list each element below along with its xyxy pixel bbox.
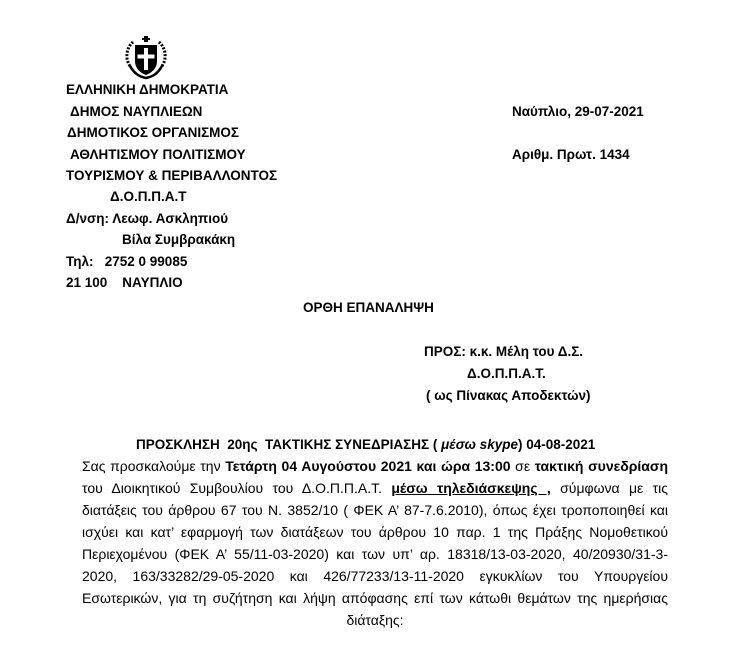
recipients-line: ΠΡΟΣ: κ.κ. Μέλη του Δ.Σ. (424, 344, 584, 359)
header-acronym: Δ.Ο.Π.Π.Α.Τ (110, 189, 187, 204)
invitation-body (82, 455, 668, 631)
invitation-title: ΠΡΟΣΚΛΗΣΗ 20ης ΤΑΚΤΙΚΗΣ ΣΥΝΕΔΡΙΑΣΗΣ ( μέσω skype) 04-08-2021 (136, 437, 596, 452)
body-line-7: Εσωτερικών, για τη συζήτηση και λήψη απόφασης επί των κάτωθι θεμάτων της ημερήσιας (82, 590, 668, 606)
body-line-8: διάταξης: (346, 612, 404, 628)
header-address: Δ/νση: Λεωφ. Ασκληπιού (66, 211, 229, 226)
header-republic: ΕΛΛΗΝΙΚΗ ΔΗΜΟΚΡΑΤΙΑ (66, 82, 229, 97)
body-line-3: διατάξεις του άρθρου 67 του Ν. 3852/10 ( ΦΕΚ Α’ 87-7.6.2010), όπως έχει τροποποιηθεί και (82, 502, 668, 518)
body-line-2: του Διοικητικού Συμβουλίου του Δ.Ο.Π.Π.Α.Τ. μέσω τηλεδιάσκεψης , σύμφωνα με τις (82, 480, 668, 496)
body-line-5: Περιεχομένου (ΦΕΚ Α’ 55/11-03-2020) και των υπ’ αρ. 18318/13-03-2020, 40/20930/31-3- (82, 546, 668, 562)
body-line-6: 2020, 163/33282/29-05-2020 και 426/77233/13-11-2020 εγκυκλίων του Υπουργείου (82, 568, 668, 584)
recipients-org: Δ.Ο.Π.Π.Α.Τ. (467, 366, 546, 381)
header-postal: 21 100 ΝΑΥΠΛΙΟ (66, 275, 183, 290)
body-line-1: Σας προσκαλούμε την Τετάρτη 04 Αυγούστου 2021 και ώρα 13:00 σε τακτική συνεδρίαση (82, 458, 669, 474)
header-tourism-environment: ΤΟΥΡΙΣΜΟΥ & ΠΕΡΙΒΑΛΛΟΝΤΟΣ (66, 168, 278, 183)
header-municipality: ΔΗΜΟΣ ΝΑΥΠΛΙΕΩΝ (70, 104, 203, 119)
header-phone: Τηλ: 2752 0 99085 (66, 254, 188, 269)
header-sports-culture: ΑΘΛΗΤΙΣΜΟΥ ΠΟΛΙΤΙΣΜΟΥ (70, 147, 246, 162)
recipients-table-note: ( ως Πίνακας Αποδεκτών) (426, 388, 591, 403)
protocol-number: Αριθμ. Πρωτ. 1434 (512, 147, 630, 162)
header-villa: Βίλα Συμβρακάκη (122, 232, 236, 247)
greek-emblem-icon (121, 33, 171, 83)
document-date: Ναύπλιο, 29-07-2021 (512, 104, 644, 119)
header-organization: ΔΗΜΟΤΙΚΟΣ ΟΡΓΑΝΙΣΜΟΣ (67, 125, 240, 140)
body-line-4: ισχύει και κατ’ εφαρμογή των διατάξεων του άρθρου 10 παρ. 1 της Πράξης Νομοθετικού (82, 524, 668, 540)
correction-notice: ΟΡΘΗ ΕΠΑΝΑΛΗΨΗ (303, 300, 434, 315)
